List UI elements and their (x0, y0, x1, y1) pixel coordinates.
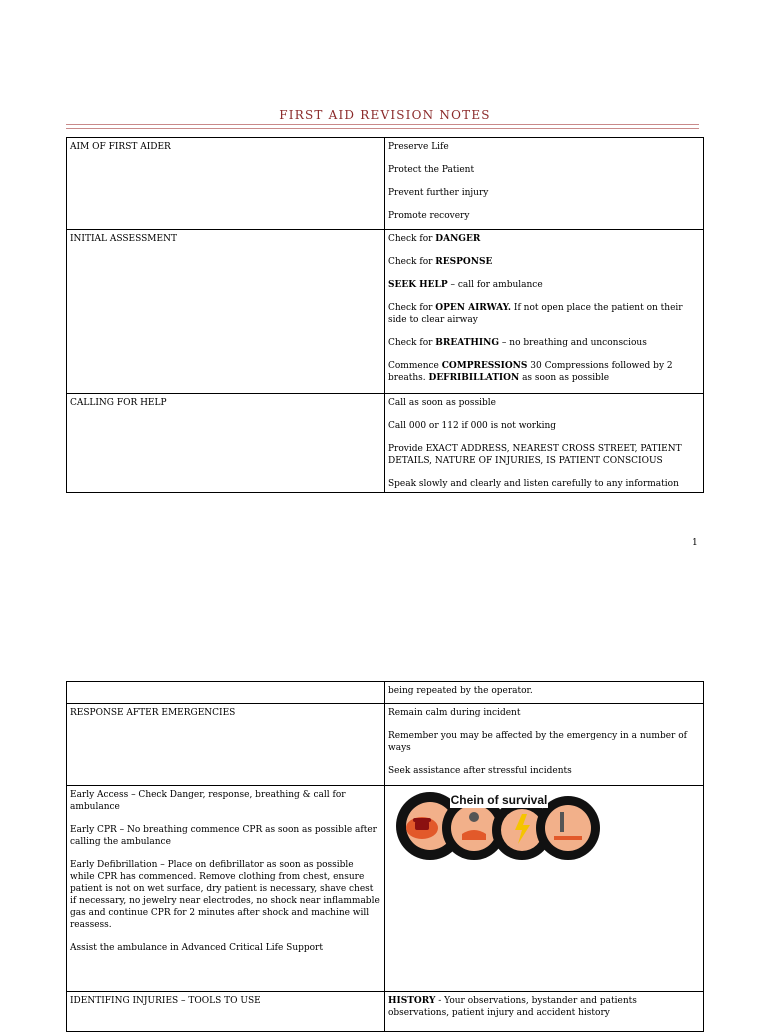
table-row-continuation (67, 682, 704, 704)
text: as soon as possible (519, 373, 610, 383)
bold-text: HISTORY (388, 996, 436, 1006)
row-content (385, 992, 704, 1032)
list-item (70, 824, 380, 848)
text: Protect the Patient (388, 165, 475, 175)
list-item (388, 685, 699, 697)
text: Assist the ambulance in Advanced Critical Life Support (70, 943, 323, 953)
list-item (388, 141, 699, 153)
row-content-left (67, 786, 385, 992)
text: Commence (388, 361, 442, 371)
text: 30 Compressions followed by 2 breaths. (388, 361, 673, 383)
row-content (385, 682, 704, 704)
text: If not open place the patient on their side to clear airway (388, 303, 683, 325)
list-item (388, 995, 699, 1019)
chain-of-survival-title: Chein of survival (450, 793, 548, 807)
list-item (388, 478, 699, 490)
table-row-aim (67, 138, 704, 230)
first-aid-table-page-2 (66, 681, 704, 1032)
text: Check for (388, 234, 436, 244)
row-label: INITIAL ASSESSMENT (67, 230, 385, 394)
table-row-response-after-emergencies (67, 704, 704, 786)
text: Early CPR – No breathing commence CPR as soon as possible after calling the ambulance (70, 825, 377, 847)
list-item (388, 279, 699, 291)
row-label (67, 682, 385, 704)
list-item (70, 942, 380, 954)
table-row-identifying-injuries (67, 992, 704, 1032)
table-row-calling-for-help (67, 394, 704, 493)
text: Check for (388, 303, 436, 313)
bold-text: COMPRESSIONS (441, 361, 528, 371)
list-item (388, 765, 699, 777)
text: Check for (388, 338, 436, 348)
text: – call for ambulance (447, 280, 543, 290)
text: Preserve Life (388, 142, 449, 152)
first-aid-table-page-1 (66, 137, 704, 493)
list-item (388, 256, 699, 268)
text: Check for (388, 257, 436, 267)
row-label: CALLING FOR HELP (67, 394, 385, 493)
bold-text: BREATHING (435, 338, 500, 348)
row-label: RESPONSE AFTER EMERGENCIES (67, 704, 385, 786)
table-row-chain-of-survival (67, 786, 704, 992)
page-number: 1 (692, 538, 698, 548)
list-item (70, 789, 380, 813)
text: Call as soon as possible (388, 398, 496, 408)
text: Provide EXACT ADDRESS, NEAREST CROSS STREET, PATIENT DETAILS, NATURE OF INJURIES, IS PATIENT CONSCIOUS (388, 444, 682, 466)
row-content (385, 704, 704, 786)
text: – no breathing and unconscious (499, 338, 647, 348)
text: - Your observations, bystander and patients observations, patient injury and accident history (388, 996, 637, 1018)
text: Call 000 or 112 if 000 is not working (388, 421, 557, 431)
table-row-initial-assessment (67, 230, 704, 394)
list-item (388, 360, 699, 384)
bold-text: OPEN AIRWAY. (435, 303, 512, 313)
row-label: AIM OF FIRST AIDER (67, 138, 385, 230)
text: Remember you may be affected by the emergency in a number of ways (388, 731, 687, 753)
list-item (388, 164, 699, 176)
list-item (388, 187, 699, 199)
list-item (388, 210, 699, 222)
list-item (388, 233, 699, 245)
list-item (388, 707, 699, 719)
text: Early Defibrillation – Place on defibrillator as soon as possible while CPR has commenced. Remove clothing from chest, ensure patient is not on wet surface, dry patient is necessary, shave chest if necessary, no jewelry near electrodes, no shock near inflammable gas and continue CPR for 2 minutes after shock and machine will reassess. (70, 860, 380, 930)
text: Speak slowly and clearly and listen carefully to any information (388, 479, 679, 489)
row-content (385, 138, 704, 230)
text: Promote recovery (388, 211, 470, 221)
chain-of-survival-image (394, 790, 606, 862)
bold-text: RESPONSE (435, 257, 493, 267)
bold-text: DANGER (435, 234, 481, 244)
row-content (385, 230, 704, 394)
bold-text: DEFRIBILLATION (428, 373, 520, 383)
list-item (70, 859, 380, 931)
text: Early Access – Check Danger, response, breathing & call for ambulance (70, 790, 346, 812)
title-rule (66, 124, 699, 129)
text: being repeated by the operator. (388, 686, 533, 696)
page-title: FIRST AID REVISION NOTES (279, 108, 491, 122)
list-item (388, 337, 699, 349)
text: Prevent further injury (388, 188, 489, 198)
list-item (388, 420, 699, 432)
list-item (388, 302, 699, 326)
list-item (388, 730, 699, 754)
text: Remain calm during incident (388, 708, 521, 718)
row-content (385, 394, 704, 493)
text: Seek assistance after stressful incidents (388, 766, 572, 776)
list-item (388, 397, 699, 409)
list-item (388, 443, 699, 467)
chain-of-survival-cell (385, 786, 704, 992)
row-label: IDENTIFING INJURIES – TOOLS TO USE (67, 992, 385, 1032)
bold-text: SEEK HELP (388, 280, 448, 290)
